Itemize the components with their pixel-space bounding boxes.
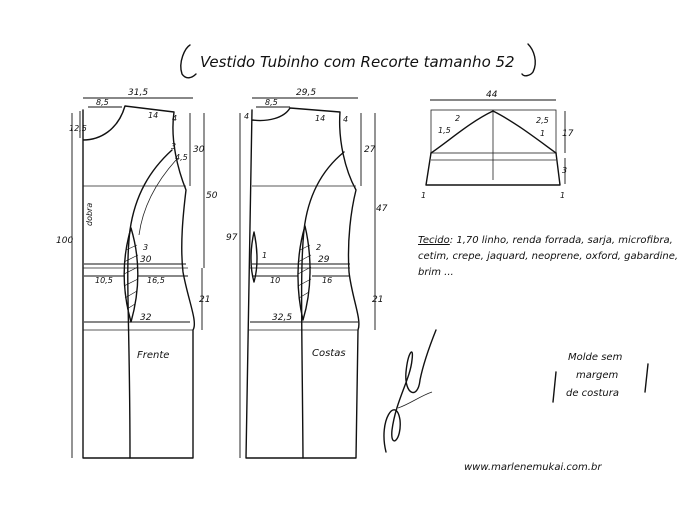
front-pattern <box>56 88 218 458</box>
sleeve-cap-left: 2 <box>455 114 461 123</box>
back-shoulder: 14 <box>315 114 326 123</box>
front-to-waist: 50 <box>206 191 218 201</box>
sleeve-hem-left: 1 <box>421 191 427 200</box>
front-waist-left: 10,5 <box>95 276 113 285</box>
note-line-2: margem <box>576 370 619 381</box>
back-pattern <box>226 88 388 458</box>
front-width-top: 31,5 <box>128 88 149 98</box>
back-label: Costas <box>312 348 346 359</box>
note-line-3: de costura <box>566 388 620 399</box>
front-fold-label: dobra <box>85 202 94 226</box>
front-dart <box>124 228 138 322</box>
title-block <box>181 44 535 78</box>
front-armhole: 30 <box>193 145 205 155</box>
front-dart-a: 3 <box>171 142 177 151</box>
sleeve-hem-side: 3 <box>562 166 568 175</box>
front-waist-right: 16,5 <box>147 276 165 285</box>
fabric-note <box>418 233 680 303</box>
sleeve-width: 44 <box>486 90 498 100</box>
front-neck-drop: 12,5 <box>69 124 87 133</box>
back-princess-seam <box>302 152 344 458</box>
front-dart-b: 4,5 <box>175 153 188 162</box>
sleeve-cap-right: 2,5 <box>536 116 549 125</box>
front-hip-depth: 21 <box>199 295 211 305</box>
front-princess-seam <box>128 150 172 458</box>
back-waist: 29 <box>318 255 330 265</box>
front-waist: 30 <box>140 255 152 265</box>
back-waist-left: 10 <box>270 276 281 285</box>
back-armhole: 27 <box>364 145 376 155</box>
back-neck-drop: 4 <box>244 112 250 121</box>
seam-allowance-note <box>553 352 648 402</box>
title: Vestido Tubinho com Recorte tamanho 52 <box>200 53 515 71</box>
sleeve-height: 17 <box>562 129 574 139</box>
front-neck: 8,5 <box>96 98 109 107</box>
front-hip: 32 <box>140 313 152 323</box>
back-total: 97 <box>226 233 238 243</box>
front-total: 100 <box>56 236 74 246</box>
signature-stroke <box>384 330 436 452</box>
back-shoulder-drop: 4 <box>343 115 349 124</box>
note-bracket-left <box>553 372 556 402</box>
front-shoulder-drop: 4 <box>172 114 178 123</box>
title-bracket-right <box>522 44 535 76</box>
website: www.marlenemukai.com.br <box>464 462 602 473</box>
back-waist-right: 16 <box>322 276 333 285</box>
fabric-label: Tecido <box>418 235 450 246</box>
sleeve-hem-right: 1 <box>560 191 566 200</box>
note-line-1: Molde sem <box>568 352 623 363</box>
back-hip-depth: 21 <box>372 295 384 305</box>
front-shoulder: 14 <box>148 111 159 120</box>
back-dart-mid: 2 <box>316 243 322 252</box>
sleeve-cap-small-right: 1 <box>540 129 546 138</box>
signature-underline <box>398 392 432 408</box>
front-dart-c: 3 <box>143 243 149 252</box>
back-center-dart <box>251 232 257 282</box>
sleeve-pattern <box>421 90 574 200</box>
note-bracket-right <box>645 364 648 392</box>
back-dart-left: 1 <box>262 251 268 260</box>
front-label: Frente <box>137 350 170 361</box>
front-seam-guide <box>139 160 176 235</box>
sleeve-cap-small-left: 1,5 <box>438 126 451 135</box>
back-hip: 32,5 <box>272 313 293 323</box>
back-to-waist: 47 <box>376 204 388 214</box>
back-width-top: 29,5 <box>296 88 317 98</box>
title-bracket-left <box>181 45 196 78</box>
signature <box>384 330 436 452</box>
fabric-text: : 1,70 linho, renda forrada, sarja, microfibra, cetim, crepe, jaquard, neoprene, oxford, gabardine, brim ... <box>418 235 679 278</box>
back-neck: 8,5 <box>265 98 278 107</box>
